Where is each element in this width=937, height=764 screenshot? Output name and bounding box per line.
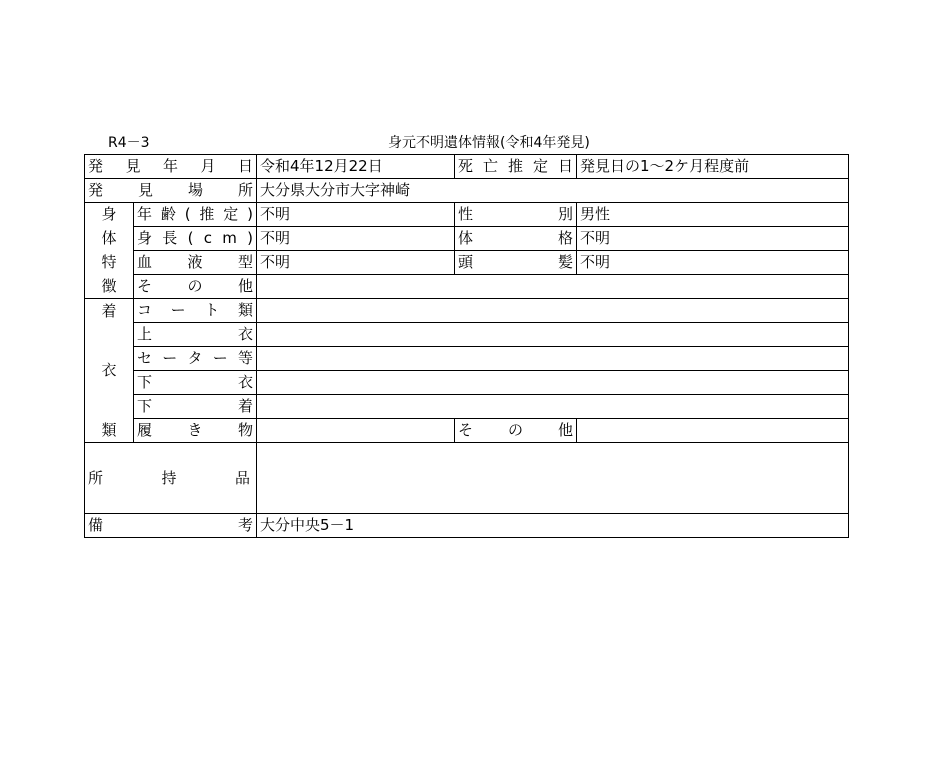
sweater-value <box>257 347 849 371</box>
label-char: ) <box>247 205 253 223</box>
label-char: そ <box>458 421 474 439</box>
label-char: 月 <box>200 157 216 175</box>
row-blood <box>85 251 849 275</box>
label-char: 血 <box>137 253 153 271</box>
label-char: ー <box>162 349 178 367</box>
label-char: 推 <box>507 157 523 175</box>
label-char: 性 <box>458 205 474 223</box>
label-char: 定 <box>223 205 239 223</box>
row-age <box>85 203 849 227</box>
label-char: 所 <box>88 468 104 487</box>
label-char: 推 <box>199 205 215 223</box>
label-char: 着 <box>237 397 253 415</box>
label-char: ) <box>247 229 253 247</box>
label-char: 年 <box>162 157 178 175</box>
row-bottom <box>85 371 849 395</box>
label-char: 備 <box>88 516 104 534</box>
label-char: 場 <box>187 181 203 199</box>
label-char: 特 <box>101 253 117 272</box>
label-char: 体 <box>458 229 474 247</box>
estimated-death-label <box>455 155 577 179</box>
sweater-label <box>134 347 257 371</box>
label-char: の <box>507 421 523 439</box>
age-label <box>134 203 257 227</box>
label-char: の <box>187 277 203 295</box>
row-shoes <box>85 419 849 443</box>
label-char: 日 <box>237 157 253 175</box>
label-char: 見 <box>137 181 153 199</box>
label-char: セ <box>137 349 153 367</box>
label-char: 持 <box>161 468 177 487</box>
physical-group-label <box>85 203 134 299</box>
label-char: 身 <box>101 204 117 223</box>
label-char: ( <box>184 205 191 223</box>
label-char: 発 <box>88 157 104 175</box>
clothing-group-label <box>85 299 134 443</box>
sex-label <box>455 203 577 227</box>
label-char: 類 <box>101 420 117 439</box>
label-char: 髪 <box>557 253 573 271</box>
physical-other-value <box>257 275 849 299</box>
label-char: 衣 <box>101 361 117 379</box>
height-label <box>134 227 257 251</box>
label-char: ー <box>170 301 186 319</box>
clothing-other-label <box>455 419 577 443</box>
label-char: き <box>187 421 203 439</box>
label-char: 類 <box>237 301 253 319</box>
coat-label <box>134 299 257 323</box>
shoes-label <box>134 419 257 443</box>
label-char: 等 <box>237 349 253 367</box>
label-char: ト <box>204 301 220 319</box>
label-char: 身 <box>137 229 153 247</box>
sex-value: 男性 <box>577 203 849 227</box>
remarks-value: 大分中央5－1 <box>257 514 849 538</box>
top-value <box>257 323 849 347</box>
blood-label <box>134 251 257 275</box>
height-value: 不明 <box>257 227 455 251</box>
label-char: 衣 <box>237 373 253 391</box>
label-char: 着 <box>101 301 117 320</box>
label-char: m <box>222 229 237 247</box>
hair-label <box>455 251 577 275</box>
bottom-label <box>134 371 257 395</box>
row-coat <box>85 299 849 323</box>
row-underwear <box>85 395 849 419</box>
label-char: ー <box>212 349 228 367</box>
underwear-value <box>257 395 849 419</box>
label-char: 下 <box>137 373 153 391</box>
label-char: 体 <box>101 228 117 247</box>
label-char: 年 <box>137 205 153 223</box>
label-char: 所 <box>237 181 253 199</box>
row-remarks <box>85 514 849 538</box>
label-char: 死 <box>458 157 474 175</box>
label-char: 衣 <box>237 325 253 343</box>
coat-value <box>257 299 849 323</box>
discovery-place-label <box>85 179 257 203</box>
row-belongings <box>85 443 849 514</box>
discovery-place-value: 大分県大分市大字神崎 <box>257 179 849 203</box>
label-char: コ <box>137 301 153 319</box>
underwear-label <box>134 395 257 419</box>
estimated-death-value: 発見日の1～2ケ月程度前 <box>577 155 849 179</box>
label-char: タ <box>187 349 203 367</box>
label-char: ( <box>187 229 194 247</box>
bottom-value <box>257 371 849 395</box>
label-char: 別 <box>557 205 573 223</box>
belongings-value <box>257 443 849 514</box>
label-char: 齢 <box>160 205 176 223</box>
row-physical-other <box>85 275 849 299</box>
shoes-value <box>257 419 455 443</box>
label-char: 液 <box>187 253 203 271</box>
label-char: 日 <box>557 157 573 175</box>
top-label <box>134 323 257 347</box>
build-label <box>455 227 577 251</box>
label-char: 長 <box>162 229 178 247</box>
discovery-date-label <box>85 155 257 179</box>
label-char: 格 <box>557 229 573 247</box>
label-char: 発 <box>88 181 104 199</box>
row-height <box>85 227 849 251</box>
belongings-label <box>85 443 257 514</box>
hair-value: 不明 <box>577 251 849 275</box>
label-char: 物 <box>237 421 253 439</box>
label-char: c <box>203 229 212 247</box>
physical-other-label <box>134 275 257 299</box>
document-title: 身元不明遺体情報(令和4年発見) <box>388 135 590 151</box>
label-char: 徴 <box>101 277 117 296</box>
row-discovery-place <box>85 179 849 203</box>
label-char: 履 <box>137 421 153 439</box>
label-char: そ <box>137 277 153 295</box>
label-char: 品 <box>234 468 250 487</box>
discovery-date-value: 令和4年12月22日 <box>257 155 455 179</box>
label-char: 下 <box>137 397 153 415</box>
remarks-label <box>85 514 257 538</box>
label-char: 他 <box>557 421 573 439</box>
label-char: 考 <box>237 516 253 534</box>
label-char: 亡 <box>482 157 498 175</box>
blood-value: 不明 <box>257 251 455 275</box>
label-char: 見 <box>125 157 141 175</box>
build-value: 不明 <box>577 227 849 251</box>
row-sweater <box>85 347 849 371</box>
age-value: 不明 <box>257 203 455 227</box>
label-char: 定 <box>532 157 548 175</box>
label-char: 上 <box>137 325 153 343</box>
info-table <box>84 154 849 538</box>
row-discovery-date <box>85 155 849 179</box>
label-char: 頭 <box>458 253 474 271</box>
document-reference: R4－3 <box>108 135 150 151</box>
label-char: 型 <box>237 253 253 271</box>
row-top <box>85 323 849 347</box>
clothing-other-value <box>577 419 849 443</box>
label-char: 他 <box>237 277 253 295</box>
